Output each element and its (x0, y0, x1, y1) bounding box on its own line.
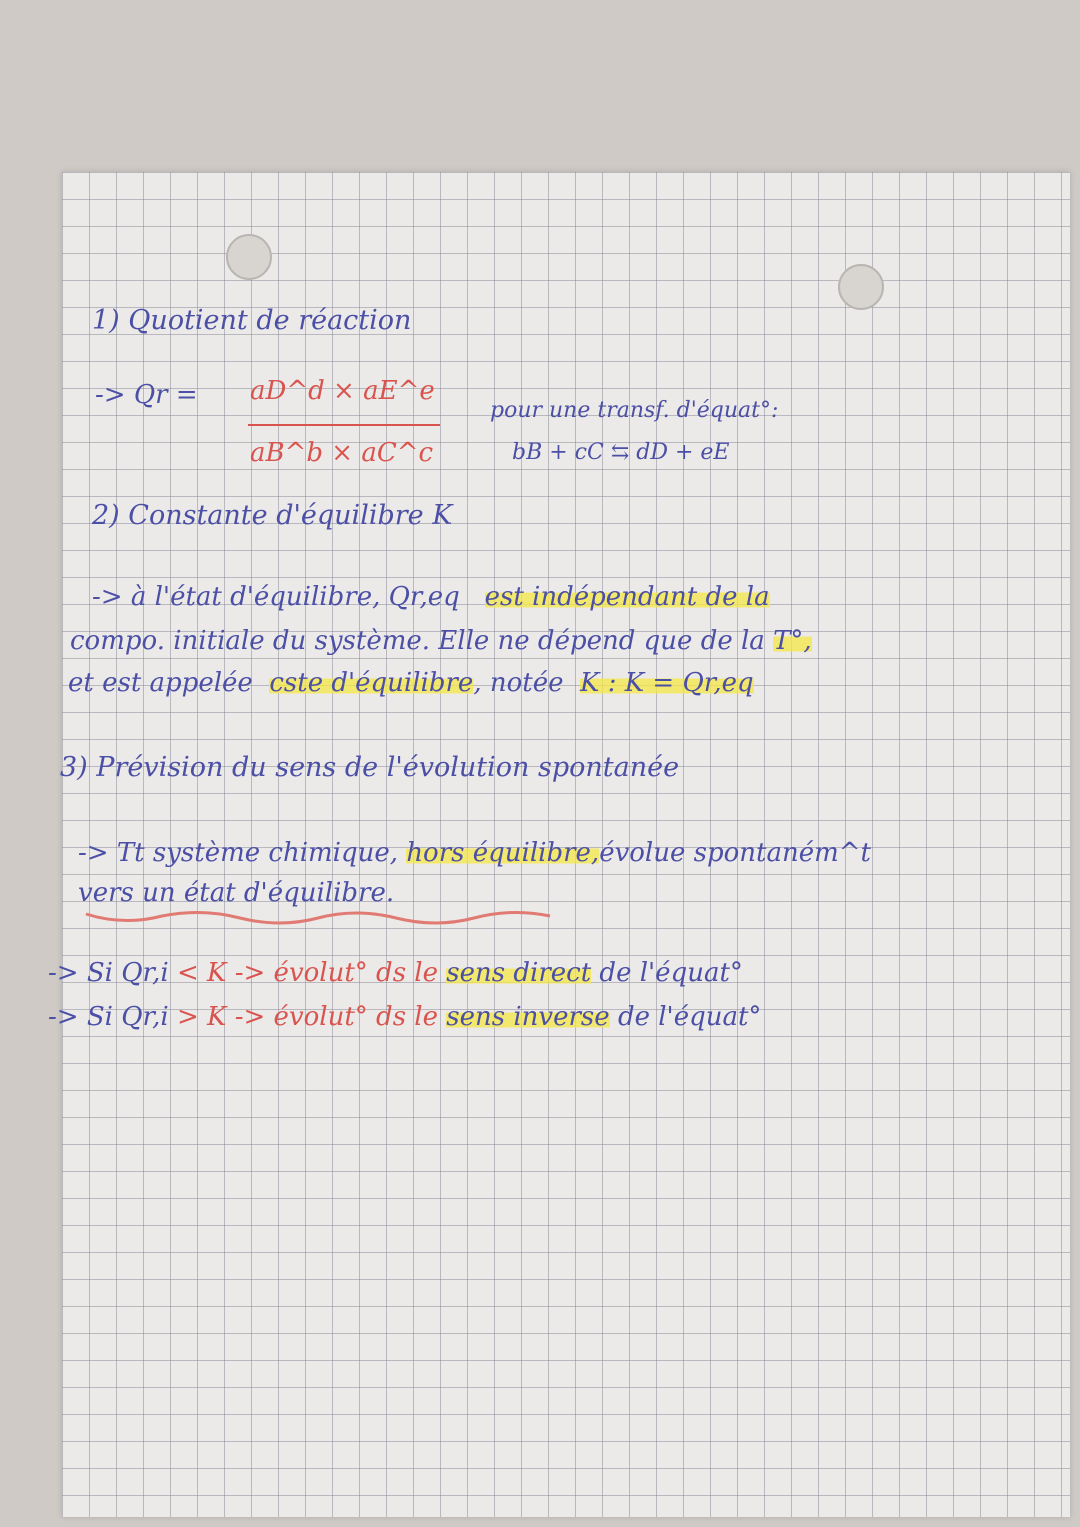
rule-inverse: -> Si Qr,i > K -> évolut° ds le sens inverse de l'équat° (48, 1002, 762, 1032)
highlight-sens-direct: sens direct (446, 958, 592, 988)
highlight-sens-inverse: sens inverse (446, 1002, 610, 1032)
rule-direct: -> Si Qr,i < K -> évolut° ds le sens direct de l'équat° (48, 958, 743, 988)
section3-line1: -> Tt système chimique, hors équilibre,évolue spontaném^t (78, 838, 871, 868)
highlight-hors-equilibre: hors équilibre, (406, 838, 600, 868)
highlight-cste-equilibre: cste d'équilibre (269, 668, 474, 698)
section2-line2: compo. initiale du système. Elle ne dépend que de la T°, (70, 626, 812, 656)
formula-denominator: aB^b × aC^c (250, 438, 434, 468)
section2-line1: -> à l'état d'équilibre, Qr,eq est indépendant de la (92, 582, 770, 612)
punch-hole-right (838, 264, 884, 310)
formula-lhs-arrow: -> Qr = (95, 380, 198, 410)
section3-line2: vers un état d'équilibre. (78, 878, 395, 908)
section1-title: 1) Quotient de réaction (92, 305, 412, 336)
formula-numerator: aD^d × aE^e (250, 376, 435, 406)
highlight-temperature: T°, (773, 626, 812, 656)
fraction-bar (248, 424, 440, 426)
punch-hole-left (226, 234, 272, 280)
section2-line3: et est appelée cste d'équilibre, notée K : K = Qr,eq (68, 668, 754, 698)
red-wavy-underline (84, 906, 554, 928)
equation-note-line1: pour une transf. d'équat°: (490, 398, 779, 423)
section2-title: 2) Constante d'équilibre K (92, 500, 453, 531)
highlight-k-definition: K : K = Qr,eq (580, 668, 754, 698)
highlight-independant: est indépendant de la (484, 582, 770, 612)
section3-title: 3) Prévision du sens de l'évolution spontanée (60, 752, 680, 783)
equation-note-line2: bB + cC ⇆ dD + eE (512, 440, 730, 465)
